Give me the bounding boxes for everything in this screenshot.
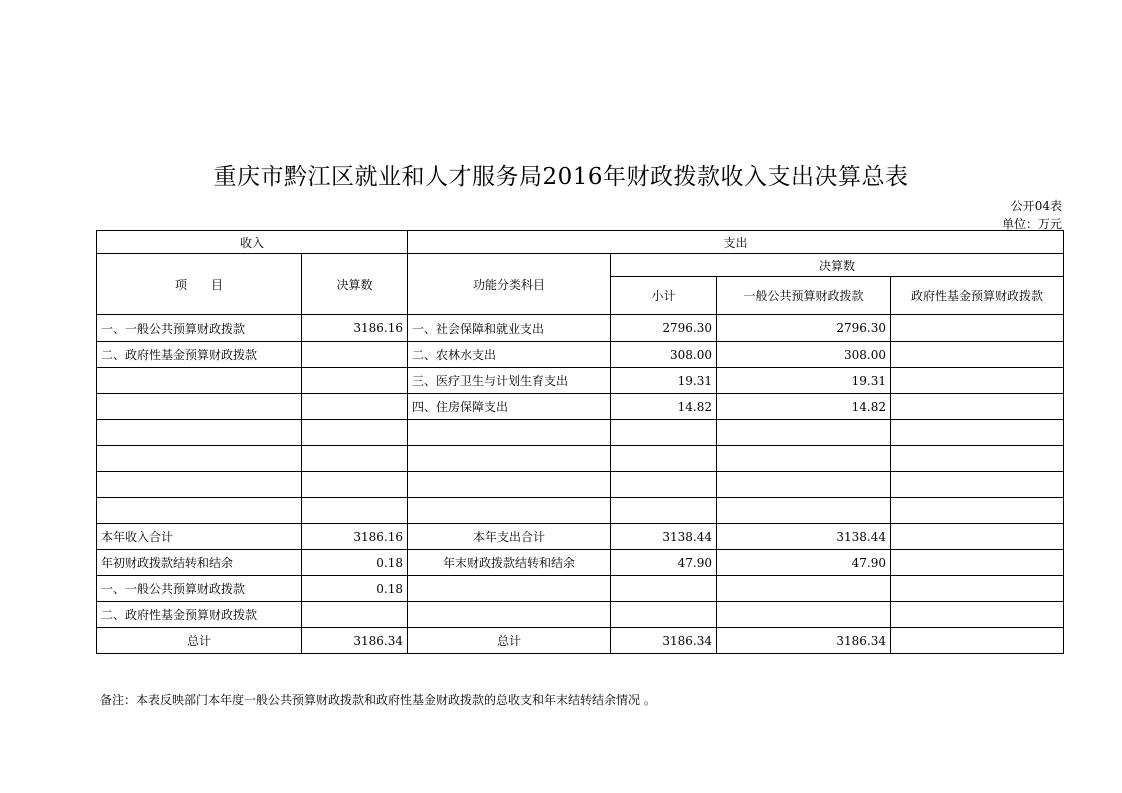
income-amount-cell: 3186.16: [302, 315, 408, 342]
subtotal-cell: [611, 576, 717, 602]
gov-fund-cell: [891, 602, 1064, 628]
income-amount-cell: [302, 472, 408, 498]
table-row: [97, 342, 1064, 368]
expense-item-cell: 三、医疗卫生与计划生育支出: [408, 368, 611, 394]
expense-item-cell: 一、社会保障和就业支出: [408, 315, 611, 342]
subtotal-cell: [611, 472, 717, 498]
footnote: 备注：本表反映部门本年度一般公共预算财政拨款和政府性基金财政拨款的总收支和年末结转结余情况 。: [100, 693, 656, 707]
income-item-cell: 本年收入合计: [97, 524, 302, 550]
general-budget-cell: [717, 498, 891, 524]
gov-fund-cell: [891, 550, 1064, 576]
table-row: [97, 315, 1064, 342]
table-row: [97, 368, 1064, 394]
general-budget-cell: 2796.30: [717, 315, 891, 342]
table-row: [97, 446, 1064, 472]
income-item-cell: 年初财政拨款结转和结余: [97, 550, 302, 576]
table-row: [97, 628, 1064, 654]
gov-fund-cell: [891, 576, 1064, 602]
table-row: [97, 576, 1064, 602]
unit-label: 单位：万元: [1001, 217, 1062, 231]
header-func-subject: 功能分类科目: [408, 254, 611, 315]
subtotal-cell: [611, 446, 717, 472]
general-budget-cell: 3138.44: [717, 524, 891, 550]
expense-item-cell: [408, 576, 611, 602]
gov-fund-cell: [891, 420, 1064, 446]
table-header: [97, 231, 1064, 315]
page-title: 重庆市黔江区就业和人才服务局2016年财政拨款收入支出决算总表: [213, 164, 909, 190]
income-item-cell: [97, 498, 302, 524]
table-row: [97, 420, 1064, 446]
gov-fund-cell: [891, 342, 1064, 368]
income-item-cell: 总计: [97, 628, 302, 654]
gov-fund-cell: [891, 628, 1064, 654]
expense-item-cell: 四、住房保障支出: [408, 394, 611, 420]
income-amount-cell: 3186.34: [302, 628, 408, 654]
general-budget-cell: 3186.34: [717, 628, 891, 654]
table-row: [97, 498, 1064, 524]
expense-item-cell: [408, 446, 611, 472]
general-budget-cell: [717, 446, 891, 472]
expense-item-cell: [408, 472, 611, 498]
income-item-cell: 二、政府性基金预算财政拨款: [97, 602, 302, 628]
income-amount-cell: [302, 602, 408, 628]
subtotal-cell: 47.90: [611, 550, 717, 576]
form-number: 公开04表: [1010, 199, 1062, 213]
gov-fund-cell: [891, 315, 1064, 342]
gov-fund-cell: [891, 394, 1064, 420]
subtotal-cell: [611, 602, 717, 628]
general-budget-cell: 19.31: [717, 368, 891, 394]
subtotal-cell: 3186.34: [611, 628, 717, 654]
expense-item-cell: [408, 498, 611, 524]
income-item-cell: [97, 368, 302, 394]
general-budget-cell: [717, 420, 891, 446]
income-item-cell: [97, 472, 302, 498]
header-decided: 决算数: [611, 254, 1064, 277]
income-item-cell: [97, 420, 302, 446]
subtotal-cell: 14.82: [611, 394, 717, 420]
subtotal-cell: 308.00: [611, 342, 717, 368]
general-budget-cell: [717, 472, 891, 498]
table-row: [97, 394, 1064, 420]
income-amount-cell: 0.18: [302, 576, 408, 602]
expense-item-cell: 本年支出合计: [408, 524, 611, 550]
header-income: 收入: [97, 231, 408, 254]
expense-item-cell: [408, 602, 611, 628]
income-amount-cell: [302, 342, 408, 368]
income-amount-cell: [302, 394, 408, 420]
income-amount-cell: 3186.16: [302, 524, 408, 550]
subtotal-cell: [611, 420, 717, 446]
subtotal-cell: 19.31: [611, 368, 717, 394]
income-amount-cell: [302, 446, 408, 472]
budget-table: [96, 230, 1064, 654]
expense-item-cell: [408, 420, 611, 446]
general-budget-cell: [717, 576, 891, 602]
income-amount-cell: [302, 420, 408, 446]
expense-item-cell: 年末财政拨款结转和结余: [408, 550, 611, 576]
gov-fund-cell: [891, 368, 1064, 394]
gov-fund-cell: [891, 498, 1064, 524]
general-budget-cell: 14.82: [717, 394, 891, 420]
income-item-cell: [97, 394, 302, 420]
general-budget-cell: [717, 602, 891, 628]
subtotal-cell: [611, 498, 717, 524]
income-item-cell: [97, 446, 302, 472]
income-amount-cell: [302, 368, 408, 394]
income-amount-cell: [302, 498, 408, 524]
table-body: [97, 315, 1064, 654]
header-general-budget: 一般公共预算财政拨款: [717, 277, 891, 315]
table-row: [97, 524, 1064, 550]
income-amount-cell: 0.18: [302, 550, 408, 576]
subtotal-cell: 3138.44: [611, 524, 717, 550]
subtotal-cell: 2796.30: [611, 315, 717, 342]
header-expense: 支出: [408, 231, 1064, 254]
header-item: 项 目: [97, 254, 302, 315]
general-budget-cell: 47.90: [717, 550, 891, 576]
table-row: [97, 550, 1064, 576]
gov-fund-cell: [891, 472, 1064, 498]
table-row: [97, 472, 1064, 498]
income-item-cell: 二、政府性基金预算财政拨款: [97, 342, 302, 368]
gov-fund-cell: [891, 524, 1064, 550]
general-budget-cell: 308.00: [717, 342, 891, 368]
income-item-cell: 一、一般公共预算财政拨款: [97, 315, 302, 342]
gov-fund-cell: [891, 446, 1064, 472]
header-subtotal: 小计: [611, 277, 717, 315]
header-amount: 决算数: [302, 254, 408, 315]
income-item-cell: 一、一般公共预算财政拨款: [97, 576, 302, 602]
header-gov-fund: 政府性基金预算财政拨款: [891, 277, 1064, 315]
expense-item-cell: 二、农林水支出: [408, 342, 611, 368]
table-row: [97, 602, 1064, 628]
expense-item-cell: 总计: [408, 628, 611, 654]
